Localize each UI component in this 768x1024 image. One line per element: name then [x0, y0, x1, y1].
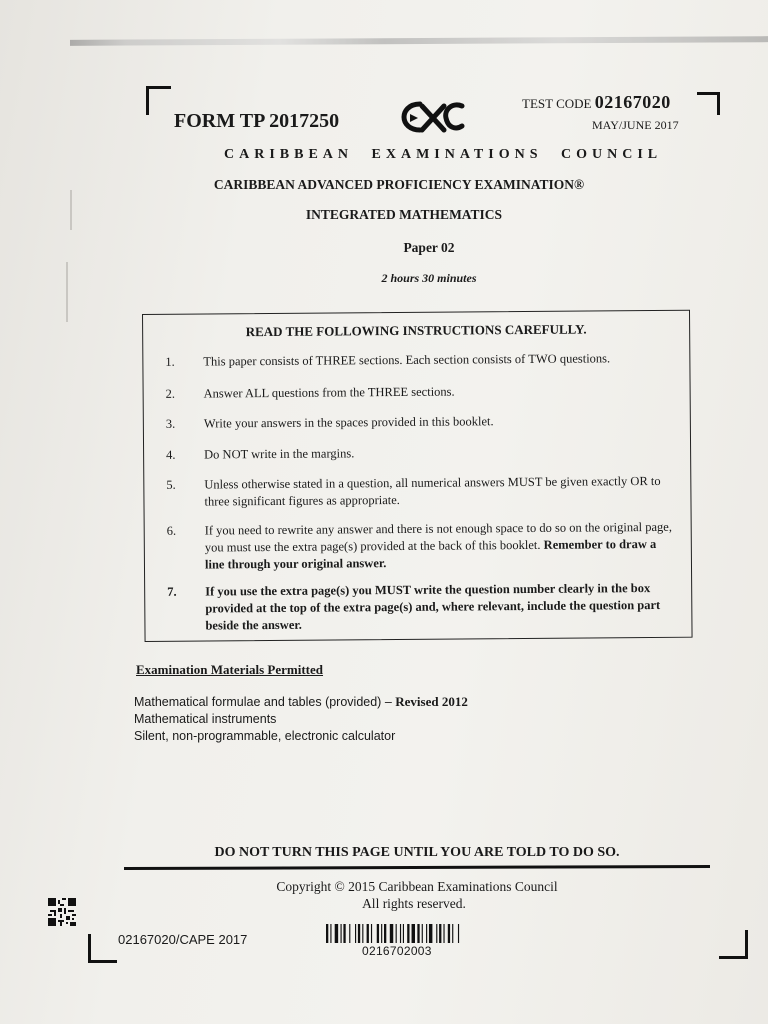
barcode-bar	[349, 924, 350, 943]
barcode-bar	[407, 924, 409, 943]
barcode-bar	[384, 924, 386, 943]
barcode-bar	[436, 924, 437, 943]
instruction-text: Do NOT write in the margins.	[204, 446, 355, 462]
barcode-bar	[439, 924, 441, 943]
instruction-text: This paper consists of THREE sections. Each section consists of TWO questions.	[203, 351, 611, 369]
instruction-text	[205, 519, 677, 574]
barcode-icon	[326, 924, 500, 943]
exam-name: CARIBBEAN ADVANCED PROFICIENCY EXAMINATION®	[213, 177, 585, 192]
do-not-turn-warning: DO NOT TURN THIS PAGE UNTIL YOU ARE TOLD TO DO SO.	[214, 845, 620, 860]
instruction-item	[166, 473, 676, 511]
barcode-bar	[396, 924, 397, 943]
council-name: CARIBBEAN EXAMINATIONS COUNCIL	[224, 147, 663, 162]
material-text: Mathematical formulae and tables (provided) –	[134, 695, 396, 709]
instruction-emphasis: Remember to draw a line through your original answer.	[204, 536, 657, 572]
barcode-bar	[400, 924, 401, 943]
instruction-item	[166, 443, 676, 464]
paper-number: Paper 02	[403, 240, 455, 255]
scanned-top-edge	[70, 36, 768, 46]
barcode-bar	[335, 924, 338, 943]
corner-mark-top-left	[146, 86, 171, 115]
instruction-number: 3.	[165, 416, 176, 431]
barcode-bar	[367, 924, 369, 943]
instruction-text: Unless otherwise stated in a question, all numerical answers MUST be given exactly OR to three significant figures as appropriate.	[204, 473, 661, 509]
instructions-title: READ THE FOLLOWING INSTRUCTIONS CAREFULLY.	[245, 321, 587, 340]
material-item	[134, 694, 468, 710]
barcode-bar	[381, 924, 382, 943]
material-item: Silent, non-programmable, electronic calculator	[134, 729, 396, 743]
test-code-value: 02167020	[594, 92, 671, 112]
instructions-box	[142, 310, 693, 642]
instruction-item	[167, 519, 677, 574]
barcode-bar	[377, 924, 379, 943]
barcode-number: 0216702003	[362, 944, 432, 958]
test-code-label: TEST CODE	[522, 96, 592, 111]
footer-rule	[124, 865, 710, 870]
barcode-bar	[362, 924, 363, 943]
instruction-item	[167, 580, 677, 635]
corner-mark-top-right	[697, 92, 720, 115]
instruction-number: 5.	[166, 477, 176, 492]
instruction-item	[166, 382, 676, 403]
barcode-bar	[458, 924, 459, 943]
barcode-bar	[343, 924, 345, 943]
barcode-bar	[452, 924, 453, 943]
barcode-bar	[341, 924, 342, 943]
barcode-bar	[443, 924, 444, 943]
barcode-bar	[355, 924, 356, 943]
instruction-text: If you use the extra page(s) you MUST write the question number clearly in the box provided at the top of the extra page(s) and, where relevant, include the question part beside the answer.	[205, 581, 661, 633]
test-code	[522, 92, 671, 113]
instruction-number: 1.	[165, 354, 175, 369]
barcode-bar	[417, 924, 419, 943]
cxc-logo	[400, 96, 466, 138]
subject-title: INTEGRATED MATHEMATICS	[305, 207, 503, 222]
barcode-bar	[390, 924, 393, 943]
barcode-bar	[326, 924, 328, 943]
instruction-number: 2.	[165, 386, 176, 401]
barcode-bar	[429, 924, 432, 943]
barcode-bar	[371, 924, 372, 943]
form-number: FORM TP 2017250	[174, 110, 340, 132]
instruction-number: 4.	[166, 447, 176, 462]
instruction-item	[166, 412, 676, 433]
exam-date: MAY/JUNE 2017	[592, 118, 679, 132]
instruction-text: Write your answers in the spaces provided in this booklet.	[203, 414, 494, 431]
instruction-number: 6.	[166, 523, 177, 538]
corner-mark-bottom-left	[88, 934, 117, 963]
material-item: Mathematical instruments	[134, 712, 277, 726]
instruction-number: 7.	[167, 584, 177, 599]
instruction-text: Answer ALL questions from the THREE sections.	[203, 384, 455, 401]
corner-mark-bottom-right	[719, 930, 748, 959]
materials-heading: Examination Materials Permitted	[136, 662, 324, 677]
barcode-bar	[412, 924, 415, 943]
barcode-bar	[426, 924, 427, 943]
barcode-bar	[358, 924, 360, 943]
instruction-text-main: If you need to rewrite any answer and there is not enough space to do so on the original page, you must use the extra page(s) provided at the back of this booklet.	[204, 519, 672, 555]
paper-code: 02167020/CAPE 2017	[118, 932, 248, 947]
exam-duration: 2 hours 30 minutes	[381, 271, 477, 285]
material-revision: Revised 2012	[395, 694, 468, 709]
barcode-bar	[422, 924, 423, 943]
barcode-bar	[330, 924, 331, 943]
barcode-bar	[448, 924, 450, 943]
copyright-notice: Copyright © 2015 Caribbean Examinations Council	[276, 879, 558, 894]
rights-notice: All rights reserved.	[362, 896, 466, 911]
qr-code-icon	[48, 898, 76, 926]
instruction-item	[165, 350, 675, 371]
barcode-bar	[403, 924, 404, 943]
